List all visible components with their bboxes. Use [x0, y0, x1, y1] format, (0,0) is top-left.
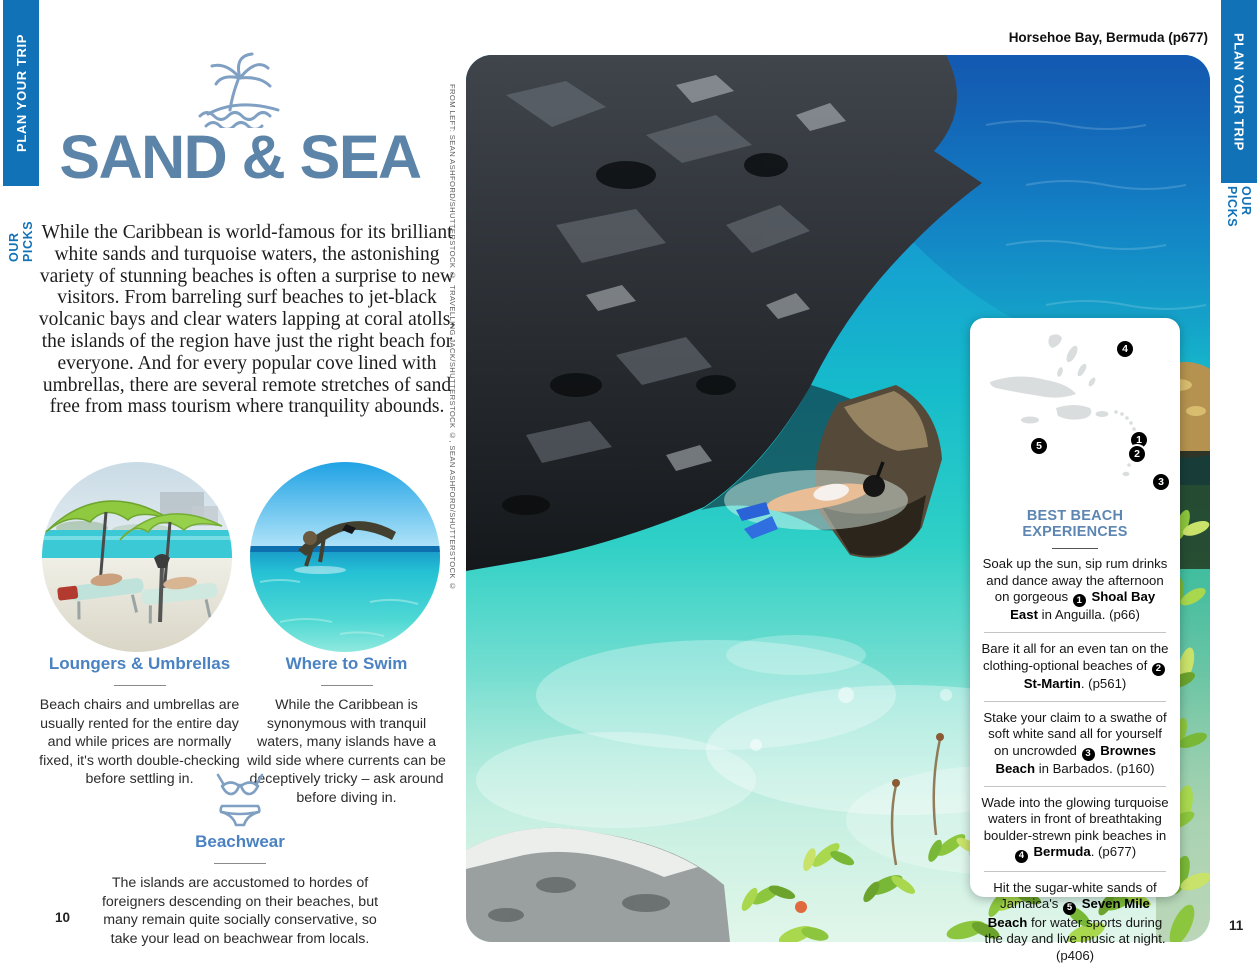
- left-our-picks-label: OUR PICKS: [7, 220, 35, 262]
- feature-heading: Beachwear: [195, 832, 285, 851]
- right-plan-your-trip-tab: [1221, 0, 1257, 183]
- feature-body: While the Caribbean is synonymous with tranquil waters, many islands have a wild side where currents can be deceptively tricky – ask around before diving in.: [247, 697, 446, 806]
- beach-experience-item: [980, 710, 1170, 778]
- marker-badge: 2: [1152, 663, 1165, 676]
- item-place: Bermuda: [1033, 844, 1091, 860]
- item-text: Bare it all for an even tan on the clothing-optional beaches of: [981, 641, 1169, 673]
- item-text: Hit the sugar-white sands of Jamaica's: [993, 879, 1157, 912]
- page-number-left: 10: [55, 910, 71, 925]
- item-text: . (p677): [1090, 844, 1137, 860]
- left-our-picks-tab: [3, 188, 39, 262]
- left-tab-label: PLAN YOUR TRIP: [13, 34, 29, 152]
- feature-beachwear: [90, 772, 390, 948]
- item-text: Stake your claim to a swathe of soft white sand all for yourself on uncrowded: [983, 709, 1167, 758]
- item-text: Wade into the glowing turquoise waters in front of breathtaking boulder-strewn pink beaches in: [981, 794, 1169, 843]
- map-marker: 2: [1129, 446, 1145, 462]
- map-marker: 4: [1117, 341, 1133, 357]
- page-number-right: 11: [1229, 918, 1244, 933]
- caribbean-map: [980, 324, 1170, 508]
- photo-caption: Horsehoe Bay, Bermuda (p677): [1008, 30, 1208, 45]
- page-title: SAND & SEA: [59, 123, 421, 191]
- beach-experience-item: [980, 880, 1170, 965]
- right-our-picks-tab: [1221, 186, 1257, 260]
- item-text: . (p561): [1080, 675, 1127, 691]
- flower-accent: [795, 901, 807, 913]
- divider: [214, 863, 266, 864]
- item-place: Brownes Beach: [995, 742, 1156, 777]
- item-place: Shoal Bay East: [1010, 589, 1156, 623]
- right-our-picks-label: OUR PICKS: [1225, 186, 1253, 228]
- feature-body: The islands are accustomed to hordes of foreigners descending on their beaches, but many remain quite socially conservative, so take your lead on beachwear from locals.: [101, 875, 379, 947]
- map-marker: 1: [1131, 432, 1147, 448]
- item-place: St-Martin: [1023, 675, 1081, 691]
- item-text: in Anguilla. (p66): [1037, 607, 1140, 623]
- bikini-icon: [208, 772, 272, 828]
- item-text: for water sports during the day and live music at night. (p406): [984, 914, 1166, 963]
- divider: [984, 701, 1166, 702]
- beach-experience-item: [980, 795, 1170, 863]
- feature-photos: [42, 462, 440, 652]
- beach-experience-item: [980, 556, 1170, 624]
- panel-heading: BEST BEACH EXPERIENCES: [1022, 508, 1128, 540]
- best-beach-experiences-panel: [970, 318, 1180, 963]
- beach-experience-item: [980, 641, 1170, 692]
- map-marker: 5: [1031, 438, 1047, 454]
- divider: [114, 685, 166, 686]
- map-marker: 3: [1153, 474, 1169, 490]
- feature-heading: Loungers & Umbrellas: [48, 654, 231, 673]
- marker-badge: 5: [1063, 902, 1076, 915]
- item-place: Seven Mile Beach: [987, 896, 1150, 930]
- diving-photo: [250, 462, 440, 652]
- divider: [321, 685, 373, 686]
- marker-badge: 3: [1082, 748, 1095, 761]
- loungers-photo: [42, 462, 232, 652]
- item-text: in Barbados. (p160): [1035, 761, 1155, 777]
- divider: [984, 871, 1166, 872]
- divider: [1052, 548, 1098, 549]
- photo-credit: FROM LEFT: SEAN ASHFORD/SHUTTERSTOCK ©, TRAVELLING JACK/SHUTTERSTOCK ©, SEAN ASHFORD/SHUTTERSTOCK ©: [448, 84, 457, 591]
- marker-badge: 1: [1073, 594, 1086, 607]
- marker-badge: 4: [1015, 850, 1028, 863]
- feature-body: Beach chairs and umbrellas are usually rented for the entire day and while prices are normally fixed, it's worth double-checking before settling in.: [39, 697, 240, 788]
- palm-island-icon: [182, 52, 298, 128]
- divider: [984, 632, 1166, 633]
- right-tab-label: PLAN YOUR TRIP: [1231, 32, 1247, 151]
- item-text: Soak up the sun, sip rum drinks and dance away the afternoon on gorgeous: [982, 556, 1168, 605]
- intro-paragraph: While the Caribbean is world-famous for its brilliant white sands and turquoise waters, the astonishing variety of stunning beaches is often a surprise to new visitors. From barreling surf beaches to jet-black volcanic bays and clear waters lapping at coral atolls, the islands of the region have just the right beach for everyone. And for every popular cove lined with umbrellas, there are several remote stretches of sand free from mass tourism where tranquility abounds.: [38, 222, 456, 418]
- caribbean-map-illustration: [980, 324, 1170, 508]
- divider: [984, 786, 1166, 787]
- feature-heading: Where to Swim: [285, 654, 408, 673]
